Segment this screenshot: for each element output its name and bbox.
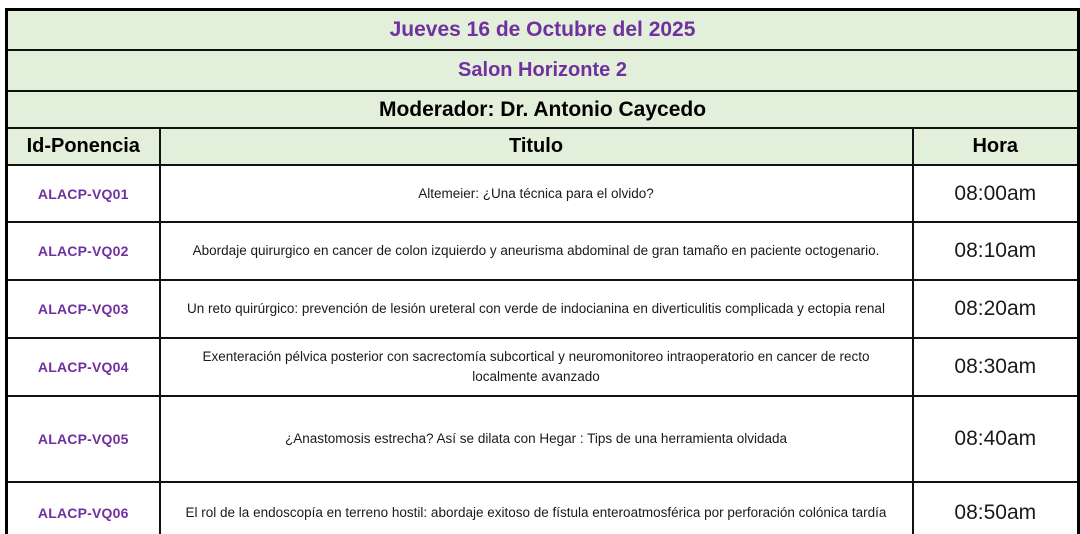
- ponencia-id: ALACP-VQ06: [7, 482, 160, 534]
- table-row: [7, 396, 1079, 482]
- ponencia-title: ¿Anastomosis estrecha? Así se dilata con Hegar : Tips de una herramienta olvidada: [160, 396, 913, 482]
- table-row: [7, 338, 1079, 396]
- session-room: Salon Horizonte 2: [7, 50, 1079, 91]
- column-header-id: Id-Ponencia: [7, 128, 160, 165]
- column-header-title: Titulo: [160, 128, 913, 165]
- ponencia-time: 08:20am: [913, 280, 1079, 338]
- ponencia-time: 08:10am: [913, 222, 1079, 280]
- ponencia-id: ALACP-VQ03: [7, 280, 160, 338]
- ponencia-title: El rol de la endoscopía en terreno hostil: abordaje exitoso de fístula enteroatmosférica por perforación colónica tardía: [160, 482, 913, 534]
- ponencia-title: Altemeier: ¿Una técnica para el olvido?: [160, 165, 913, 222]
- ponencia-title: Un reto quirúrgico: prevención de lesión ureteral con verde de indocianina en diverticulitis complicada y ectopia renal: [160, 280, 913, 338]
- column-header-time: Hora: [913, 128, 1079, 165]
- ponencia-title: Exenteración pélvica posterior con sacrectomía subcortical y neuromonitoreo intraoperatorio en cancer de recto localmente avanzado: [160, 338, 913, 396]
- ponencia-time: 08:40am: [913, 396, 1079, 482]
- session-date: Jueves 16 de Octubre del 2025: [7, 10, 1079, 51]
- ponencia-id: ALACP-VQ05: [7, 396, 160, 482]
- ponencia-time: 08:00am: [913, 165, 1079, 222]
- table-row: [7, 482, 1079, 534]
- column-header-row: [7, 128, 1079, 165]
- ponencia-id: ALACP-VQ01: [7, 165, 160, 222]
- ponencia-title: Abordaje quirurgico en cancer de colon izquierdo y aneurisma abdominal de gran tamaño en paciente octogenario.: [160, 222, 913, 280]
- table-row: [7, 165, 1079, 222]
- ponencia-id: ALACP-VQ04: [7, 338, 160, 396]
- session-moderator: Moderador: Dr. Antonio Caycedo: [7, 91, 1079, 128]
- table-row: [7, 222, 1079, 280]
- date-band-row: [7, 10, 1079, 51]
- table-row: [7, 280, 1079, 338]
- schedule-table: [5, 8, 1080, 534]
- ponencia-time: 08:50am: [913, 482, 1079, 534]
- ponencia-time: 08:30am: [913, 338, 1079, 396]
- ponencia-id: ALACP-VQ02: [7, 222, 160, 280]
- room-band-row: [7, 50, 1079, 91]
- moderator-band-row: [7, 91, 1079, 128]
